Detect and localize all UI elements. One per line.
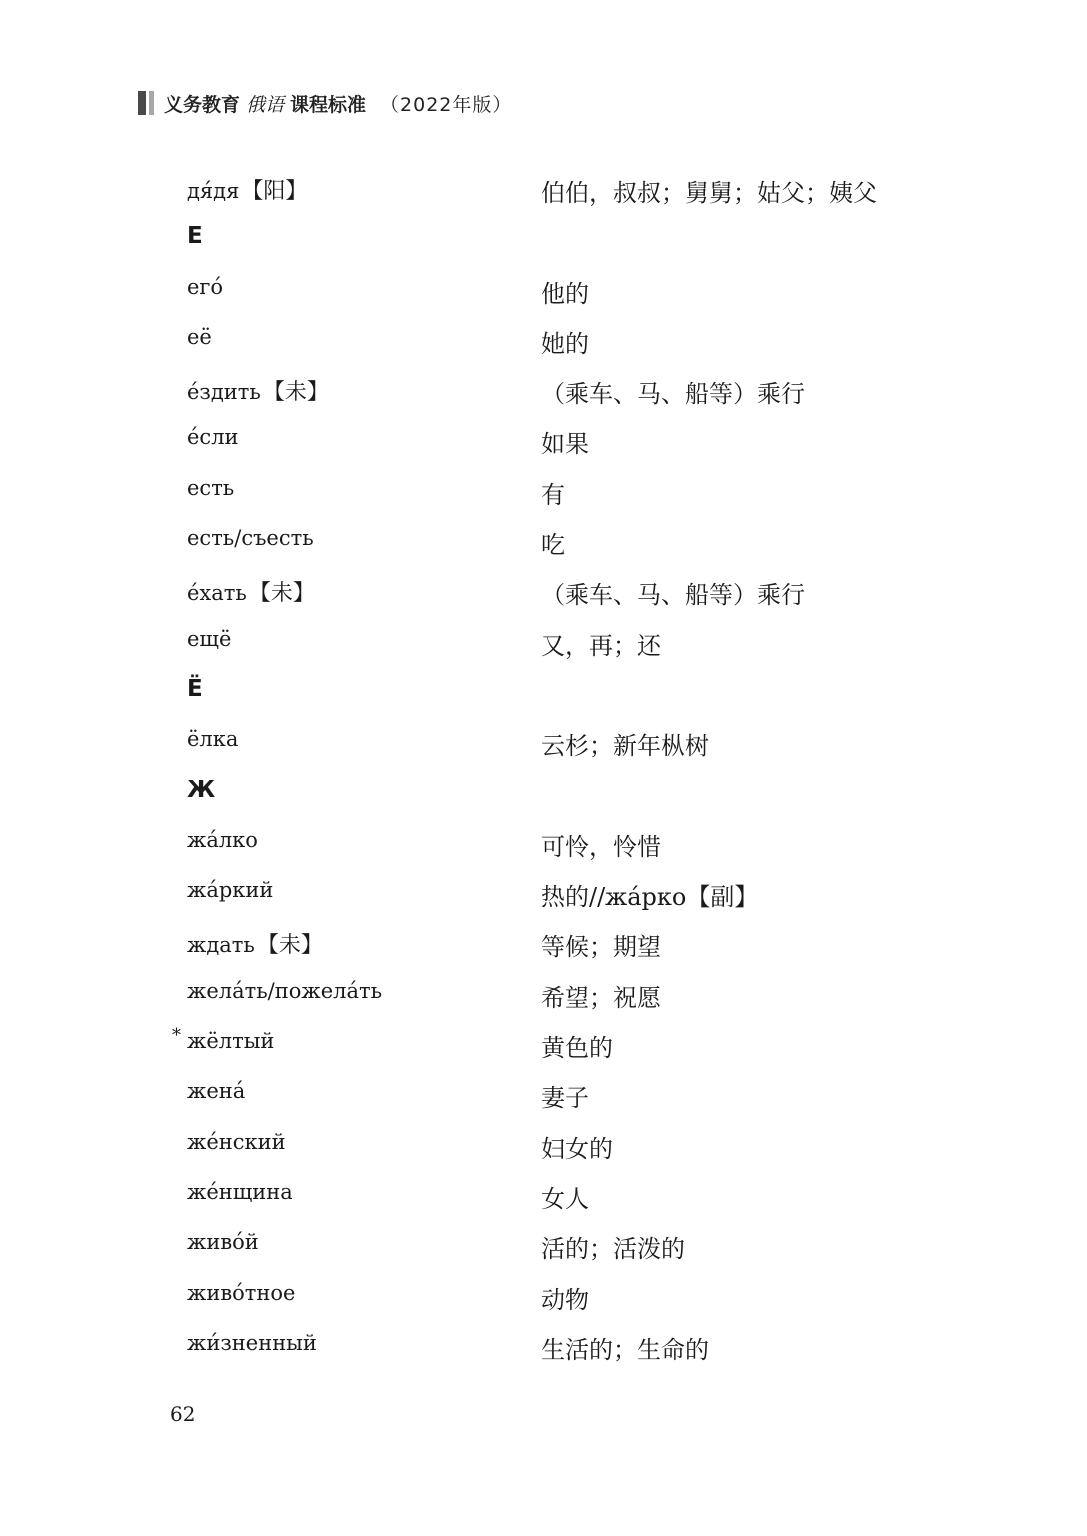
letter-heading-row [0, 668, 1087, 718]
chinese-meaning: 妇女的 [541, 1134, 613, 1163]
russian-word [187, 979, 382, 1003]
vocab-entry [0, 1020, 1087, 1070]
russian-word [187, 627, 231, 651]
russian-word [187, 476, 234, 500]
letter-heading: Ж [187, 776, 216, 803]
russian-word-text: жела́ть/пожела́ть [187, 978, 383, 1003]
chinese-meaning: 希望；祝愿 [541, 983, 661, 1012]
russian-word-text: живо́й [187, 1230, 259, 1255]
chinese-meaning: （乘车、马、船等）乘行 [541, 380, 805, 409]
russian-word [187, 1230, 259, 1254]
page-number: 62 [170, 1402, 196, 1426]
chinese-meaning: 又，再；还 [541, 631, 661, 660]
chinese-meaning: 生活的；生命的 [541, 1335, 709, 1364]
chinese-meaning: 吃 [541, 531, 565, 560]
russian-word [187, 526, 314, 550]
russian-word-text: есть/съесть [187, 526, 314, 551]
russian-word [187, 1079, 245, 1103]
grammar-tag: 【阳】 [241, 179, 308, 204]
russian-word [187, 828, 258, 852]
chinese-meaning: 可怜，怜惜 [541, 832, 661, 861]
letter-heading-row [0, 769, 1087, 819]
russian-word [187, 727, 238, 751]
vocab-entry [0, 1221, 1087, 1271]
russian-word-text: живо́тное [187, 1280, 296, 1305]
letter-heading-row [0, 215, 1087, 265]
russian-word-text: жена́ [187, 1079, 246, 1104]
russian-word-text: же́нщина [187, 1179, 293, 1204]
vocab-entry [0, 718, 1087, 768]
header-title [164, 90, 512, 117]
russian-word [187, 1029, 274, 1053]
chinese-meaning: 活的；活泼的 [541, 1235, 685, 1264]
russian-word-text: е́хать [187, 581, 247, 606]
vocab-entry [0, 819, 1087, 869]
russian-word [187, 325, 212, 349]
russian-word [187, 275, 223, 299]
vocab-entry [0, 517, 1087, 567]
chinese-meaning: 黄色的 [541, 1034, 613, 1063]
letter-heading: Е [187, 223, 203, 250]
russian-word [187, 1281, 295, 1305]
chinese-meaning: 妻子 [541, 1084, 589, 1113]
header-edition: （2022年版） [380, 93, 513, 116]
russian-word-text: жёлтый [187, 1029, 275, 1054]
vocab-entry [0, 1272, 1087, 1322]
russian-word [187, 1130, 286, 1154]
header-title-part2: 课程标准 [290, 93, 367, 116]
russian-word [187, 576, 315, 607]
vocabulary-list [0, 165, 1087, 1372]
russian-word-text: же́нский [187, 1129, 286, 1154]
chinese-meaning: 云杉；新年枞树 [541, 732, 709, 761]
russian-word-text: е́сли [187, 425, 239, 450]
vocab-entry [0, 970, 1087, 1020]
asterisk-mark: * [172, 1025, 181, 1047]
header-title-italic: 俄语 [246, 93, 285, 116]
russian-word-text: есть [187, 475, 235, 500]
russian-word-text: жи́зненный [187, 1330, 317, 1355]
russian-word [187, 878, 273, 902]
chinese-meaning: 伯伯，叔叔；舅舅；姑父；姨父 [541, 179, 877, 207]
grammar-tag: 【未】 [256, 933, 323, 959]
russian-word-text: его́ [187, 274, 224, 299]
running-header [138, 88, 512, 118]
vocab-entry [0, 1070, 1087, 1120]
russian-word [187, 1180, 293, 1204]
header-bar-dark [138, 91, 146, 115]
header-title-part1: 义务教育 [164, 93, 241, 116]
letter-heading: Ё [187, 675, 203, 702]
vocab-entry [0, 567, 1087, 617]
grammar-tag: 【未】 [262, 380, 329, 406]
russian-word-text: её [187, 324, 212, 349]
russian-word [187, 1331, 317, 1355]
russian-word-text: ждать [187, 933, 255, 958]
chinese-meaning: 有 [541, 480, 565, 509]
vocab-entry [0, 1322, 1087, 1372]
vocab-entry [0, 869, 1087, 919]
russian-word [187, 174, 307, 205]
vocab-entry [0, 467, 1087, 517]
russian-word-text: дя́дя [187, 179, 240, 203]
russian-word [187, 425, 239, 449]
chinese-meaning: 他的 [541, 279, 589, 308]
vocab-entry [0, 366, 1087, 416]
russian-word-text: ещё [187, 626, 232, 651]
russian-word-text: ёлка [187, 727, 239, 752]
vocab-entry [0, 266, 1087, 316]
russian-word [187, 375, 329, 406]
vocab-entry [0, 919, 1087, 969]
header-bar-light [149, 91, 154, 115]
chinese-meaning: 热的//жа́рко【副】 [541, 883, 759, 912]
chinese-meaning: 等候；期望 [541, 933, 661, 962]
vocab-entry [0, 416, 1087, 466]
chinese-meaning: 动物 [541, 1285, 589, 1314]
vocab-entry [0, 1121, 1087, 1171]
vocab-entry [0, 618, 1087, 668]
chinese-meaning: 女人 [541, 1184, 589, 1213]
grammar-tag: 【未】 [248, 581, 315, 607]
russian-word-text: жа́лко [187, 827, 258, 852]
chinese-meaning: （乘车、马、船等）乘行 [541, 581, 805, 610]
chinese-meaning: 如果 [541, 430, 589, 459]
russian-word [187, 928, 323, 959]
vocab-entry [0, 316, 1087, 366]
russian-word-text: е́здить [187, 380, 261, 405]
vocab-entry [0, 165, 1087, 215]
vocab-entry [0, 1171, 1087, 1221]
russian-word-text: жа́ркий [187, 878, 274, 903]
header-bars-decoration [138, 91, 154, 115]
chinese-meaning: 她的 [541, 329, 589, 358]
